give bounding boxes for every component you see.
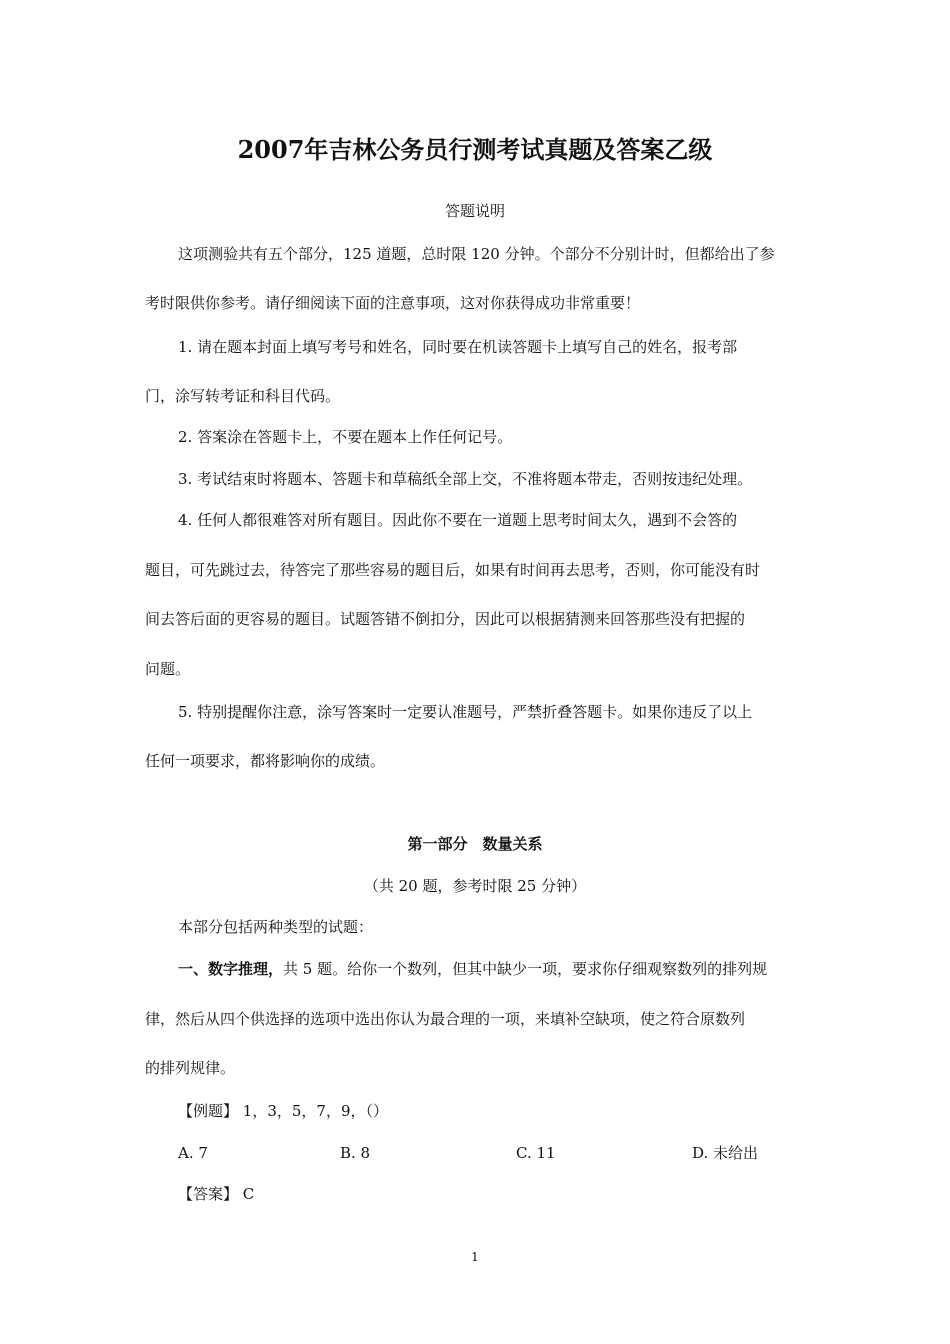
item-1-line-2: 门，涂写转考证和科目代码。 bbox=[145, 387, 341, 405]
intro-line-1: 这项测验共有五个部分，125 道题，总时限 120 分钟。个部分不分别计时，但都给出了参 bbox=[178, 245, 775, 263]
section-1-line-1 bbox=[178, 959, 767, 979]
example-question bbox=[178, 1101, 388, 1121]
item-4-line-3: 间去答后面的更容易的题目。试题答错不倒扣分，因此可以根据猜测来回答那些没有把握的 bbox=[145, 610, 746, 628]
example-label: 【例题】 bbox=[178, 1102, 239, 1120]
section-1-label: 一、数字推理， bbox=[178, 960, 284, 978]
item-5-line-2: 任何一项要求，都将影响你的成绩。 bbox=[145, 752, 386, 770]
section-1-line-2: 律，然后从四个供选择的选项中选出你认为最合理的一项，来填补空缺项，使之符合原数列 bbox=[145, 1010, 746, 1028]
part-1-intro: 本部分包括两种类型的试题： bbox=[178, 918, 374, 936]
instructions-heading: 答题说明 bbox=[444, 202, 505, 220]
example-answer bbox=[178, 1184, 254, 1204]
item-2: 2. 答案涂在答题卡上，不要在题本上作任何记号。 bbox=[178, 428, 513, 446]
item-4-line-1: 4. 任何人都很难答对所有题目。因此你不要在一道题上思考时间太久，遇到不会答的 bbox=[178, 511, 738, 529]
page-number: 1 bbox=[471, 1250, 479, 1264]
intro-line-2: 考时限供你参考。请仔细阅读下面的注意事项，这对你获得成功非常重要！ bbox=[145, 294, 641, 312]
answer-label: 【答案】 bbox=[178, 1185, 239, 1203]
item-4-line-2: 题目，可先跳过去，待答完了那些容易的题目后，如果有时间再去思考，否则，你可能没有时 bbox=[145, 561, 761, 579]
example-text: 1，3，5，7，9，（） bbox=[242, 1102, 389, 1120]
item-4-line-4: 问题。 bbox=[145, 660, 191, 678]
section-1-line-3: 的排列规律。 bbox=[145, 1059, 236, 1077]
part-1-subheading: （共 20 题，参考时限 25 分钟） bbox=[363, 877, 587, 895]
answer-value: C bbox=[242, 1185, 255, 1203]
option-b: B. 8 bbox=[340, 1144, 371, 1162]
option-c: C. 11 bbox=[516, 1144, 556, 1162]
option-d: D. 未给出 bbox=[692, 1144, 759, 1162]
section-1-line-1-text: 共 5 题。给你一个数列，但其中缺少一项，要求你仔细观察数列的排列规 bbox=[283, 960, 768, 978]
part-1-heading: 第一部分 数量关系 bbox=[407, 835, 543, 853]
item-5-line-1: 5. 特别提醒你注意，涂写答案时一定要认准题号，严禁折叠答题卡。如果你违反了以上 bbox=[178, 703, 753, 721]
item-1-line-1: 1. 请在题本封面上填写考号和姓名，同时要在机读答题卡上填写自己的姓名，报考部 bbox=[178, 338, 738, 356]
option-a: A. 7 bbox=[178, 1144, 208, 1162]
item-3: 3. 考试结束时将题本、答题卡和草稿纸全部上交，不准将题本带走，否则按违纪处理。 bbox=[178, 470, 753, 488]
document-title: 2007年吉林公务员行测考试真题及答案乙级 bbox=[237, 135, 713, 164]
